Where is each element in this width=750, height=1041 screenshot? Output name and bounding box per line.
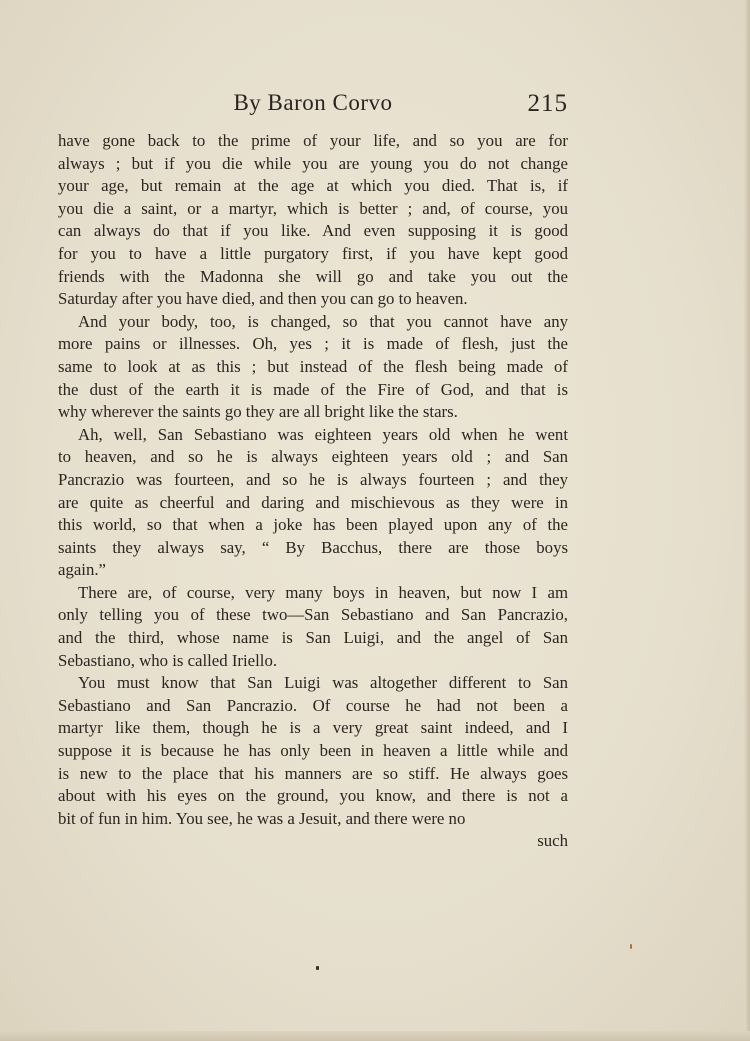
- paragraph: [58, 672, 568, 830]
- text-line: more pains or illnesses. Oh, yes ; it is made of flesh, just the: [58, 334, 568, 354]
- paragraph: [58, 311, 568, 424]
- page-bottom-edge: [0, 1031, 750, 1041]
- catchword: such: [537, 831, 568, 851]
- text-line: martyr like them, though he is a very great saint indeed, and I: [58, 718, 568, 738]
- text-line: There are, of course, very many boys in heaven, but now I am: [78, 582, 568, 602]
- text-line: have gone back to the prime of your life, and so you are for: [58, 131, 568, 150]
- text-line: again.”: [58, 560, 106, 580]
- text-line: And your body, too, is changed, so that you cannot have any: [78, 311, 568, 331]
- text-line: bit of fun in him. You see, he was a Jesuit, and there were no: [58, 808, 466, 828]
- text-line: can always do that if you like. And even supposing it is good: [58, 221, 568, 241]
- text-line: are quite as cheerful and daring and mischievous as they were in: [58, 492, 568, 512]
- text-line: same to look at as this ; but instead of the flesh being made of: [58, 356, 568, 376]
- text-line: Sebastiano and San Pancrazio. Of course he had not been a: [58, 695, 568, 715]
- text-line: saints they always say, “ By Bacchus, there are those boys: [58, 537, 568, 557]
- text-line: Pancrazio was fourteen, and so he is always fourteen ; and they: [58, 469, 568, 489]
- paragraph: [58, 582, 568, 672]
- text-line: suppose it is because he has only been in heaven a little while and: [58, 741, 568, 761]
- text-line: this world, so that when a joke has been played upon any of the: [58, 515, 568, 535]
- text-line: Ah, well, San Sebastiano was eighteen years old when he went: [78, 424, 568, 444]
- text-line: about with his eyes on the ground, you know, and there is not a: [58, 786, 568, 806]
- page-number: 215: [527, 90, 568, 117]
- text-line: friends with the Madonna she will go and take you out the: [58, 266, 568, 286]
- text-line: is new to the place that his manners are so stiff. He always goes: [58, 763, 568, 783]
- text-line: why wherever the saints go they are all bright like the stars.: [58, 402, 458, 422]
- text-line: and the third, whose name is San Luigi, and the angel of San: [58, 628, 568, 648]
- body-text: [58, 130, 568, 853]
- text-line: Sebastiano, who is called Iriello.: [58, 650, 278, 670]
- paragraph: [58, 130, 568, 311]
- page-header: [58, 90, 568, 124]
- text-line: always ; but if you die while you are young you do not change: [58, 153, 568, 173]
- text-line: to heaven, and so he is always eighteen years old ; and San: [58, 447, 568, 467]
- text-line: your age, but remain at the age at which you died. That is, if: [58, 176, 568, 196]
- stain-speck: [630, 944, 632, 949]
- text-line: You must know that San Luigi was altogether different to San: [78, 673, 568, 693]
- text-line: the dust of the earth it is made of the Fire of God, and that is: [58, 379, 568, 399]
- text-line: for you to have a little purgatory first, if you have kept good: [58, 243, 568, 263]
- page-edge-shadow: [744, 0, 750, 1041]
- ink-speck: [316, 966, 319, 970]
- paragraph: [58, 424, 568, 582]
- text-line: Saturday after you have died, and then you can go to heaven.: [58, 289, 468, 309]
- running-head: By Baron Corvo: [233, 90, 393, 115]
- text-line: you die a saint, or a martyr, which is better ; and, of course, you: [58, 198, 568, 218]
- text-line: only telling you of these two—San Sebastiano and San Pancrazio,: [58, 605, 568, 625]
